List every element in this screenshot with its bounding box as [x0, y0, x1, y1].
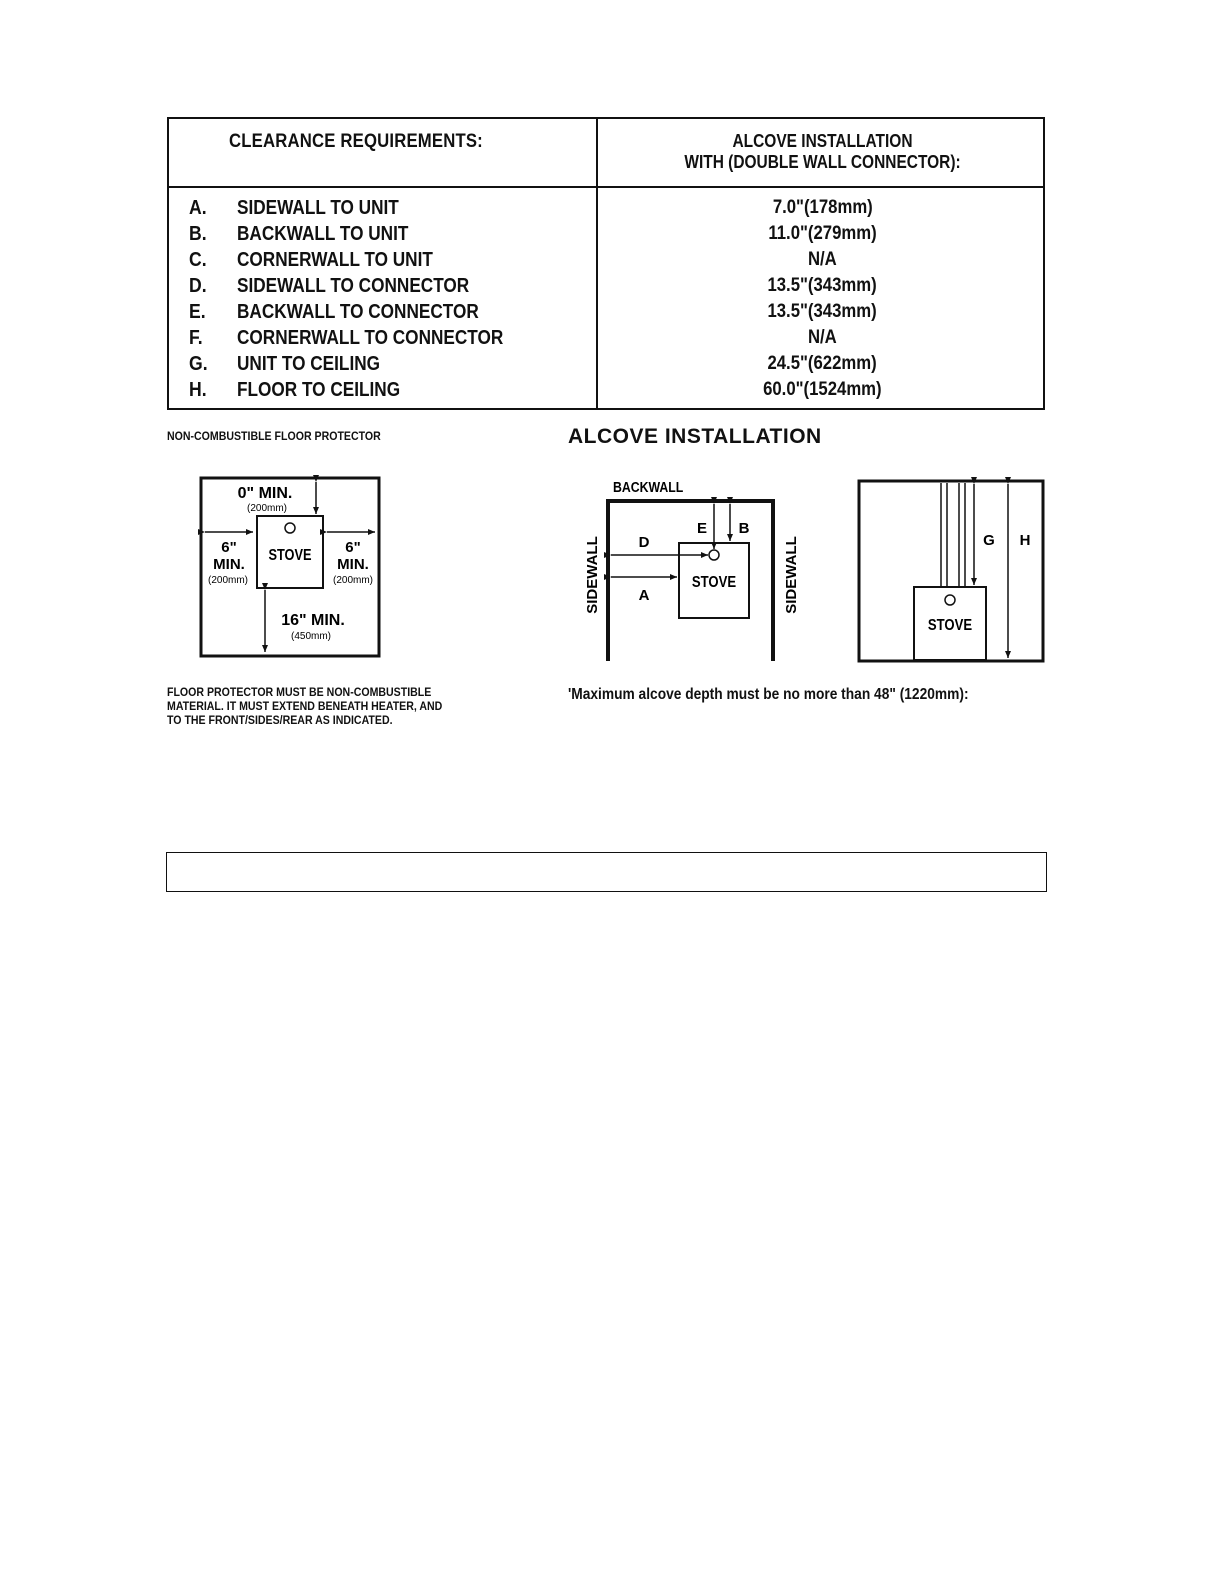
table-header-right [598, 131, 1047, 173]
stove-label: STOVE [927, 616, 973, 635]
note-line: TO THE FRONT/SIDES/REAR AS INDICATED. [167, 715, 393, 727]
row-value: 60.0"(1524mm) [763, 379, 882, 400]
table-row [169, 301, 1043, 327]
row-value: N/A [808, 249, 837, 270]
row-value: 24.5"(622mm) [767, 353, 878, 374]
table-row [169, 197, 1043, 223]
table-row [169, 327, 1043, 353]
alcove-depth-note: 'Maximum alcove depth must be no more than 48" (1220mm): [568, 686, 969, 703]
table-header-right-line2: WITH (DOUBLE WALL CONNECTOR): [684, 152, 961, 172]
table-header-right-line1: ALCOVE INSTALLATION [732, 131, 913, 151]
table-row [169, 249, 1043, 275]
row-letter: H. [189, 379, 207, 401]
alcove-elevation-diagram [855, 477, 1047, 667]
dimension-b-label: B [738, 520, 750, 537]
dimension-a-label: A [638, 587, 650, 604]
floor-protector-note [167, 686, 442, 728]
row-description: CORNERWALL TO CONNECTOR [237, 327, 504, 349]
flue-circle-icon [285, 523, 295, 533]
left-min-label: MIN. [213, 556, 245, 573]
row-letter: D. [189, 275, 207, 297]
left-mm-label: (200mm) [207, 575, 249, 586]
row-description: SIDEWALL TO CONNECTOR [237, 275, 470, 297]
right-sidewall-label: SIDEWALL [783, 536, 800, 614]
front-mm-label: (450mm) [290, 631, 332, 642]
stove-label: STOVE [691, 573, 737, 592]
row-description: FLOOR TO CEILING [237, 379, 401, 401]
note-line: FLOOR PROTECTOR MUST BE NON-COMBUSTIBLE [167, 687, 432, 699]
right-mm-label: (200mm) [332, 575, 374, 586]
table-header-left: CLEARANCE REQUIREMENTS: [229, 131, 483, 152]
dimension-d-label: D [638, 534, 650, 551]
dimension-g-label: G [983, 532, 995, 549]
row-value: 13.5"(343mm) [767, 301, 878, 322]
table-header-divider [169, 186, 1043, 188]
left-sidewall-label: SIDEWALL [584, 536, 601, 614]
floor-protector-diagram [195, 472, 385, 662]
row-letter: B. [189, 223, 207, 245]
row-letter: C. [189, 249, 207, 271]
floor-protector-caption: NON-COMBUSTIBLE FLOOR PROTECTOR [167, 431, 381, 443]
left-inches-label: 6" [221, 539, 237, 556]
flue-circle-icon [709, 550, 719, 560]
row-description: BACKWALL TO UNIT [237, 223, 409, 245]
row-value: N/A [808, 327, 837, 348]
row-description: BACKWALL TO CONNECTOR [237, 301, 479, 323]
row-value: 13.5"(343mm) [767, 275, 878, 296]
alcove-plan-diagram [580, 475, 820, 665]
right-min-label: MIN. [337, 556, 369, 573]
backwall-label: BACKWALL [613, 478, 684, 496]
row-letter: F. [189, 327, 203, 349]
row-value: 11.0"(279mm) [768, 223, 877, 244]
row-description: SIDEWALL TO UNIT [237, 197, 399, 219]
row-letter: G. [189, 353, 208, 375]
stove-label: STOVE [268, 546, 312, 565]
table-row [169, 275, 1043, 301]
empty-text-box [166, 852, 1047, 892]
dimension-e-label: E [696, 520, 708, 537]
top-mm-label: (200mm) [246, 503, 288, 514]
alcove-title: ALCOVE INSTALLATION [568, 425, 822, 448]
row-value: 7.0"(178mm) [772, 197, 873, 218]
row-description: CORNERWALL TO UNIT [237, 249, 433, 271]
dimension-h-label: H [1019, 532, 1031, 549]
row-letter: A. [189, 197, 207, 219]
note-line: MATERIAL. IT MUST EXTEND BENEATH HEATER, AND [167, 701, 443, 713]
row-description: UNIT TO CEILING [237, 353, 381, 375]
table-row [169, 353, 1043, 379]
table-row [169, 379, 1043, 405]
right-inches-label: 6" [345, 539, 361, 556]
clearance-table [167, 117, 1045, 410]
flue-circle-icon [945, 595, 955, 605]
row-letter: E. [189, 301, 206, 323]
top-min-label: 0" MIN. [237, 485, 293, 502]
front-min-label: 16" MIN. [281, 612, 345, 629]
table-row [169, 223, 1043, 249]
